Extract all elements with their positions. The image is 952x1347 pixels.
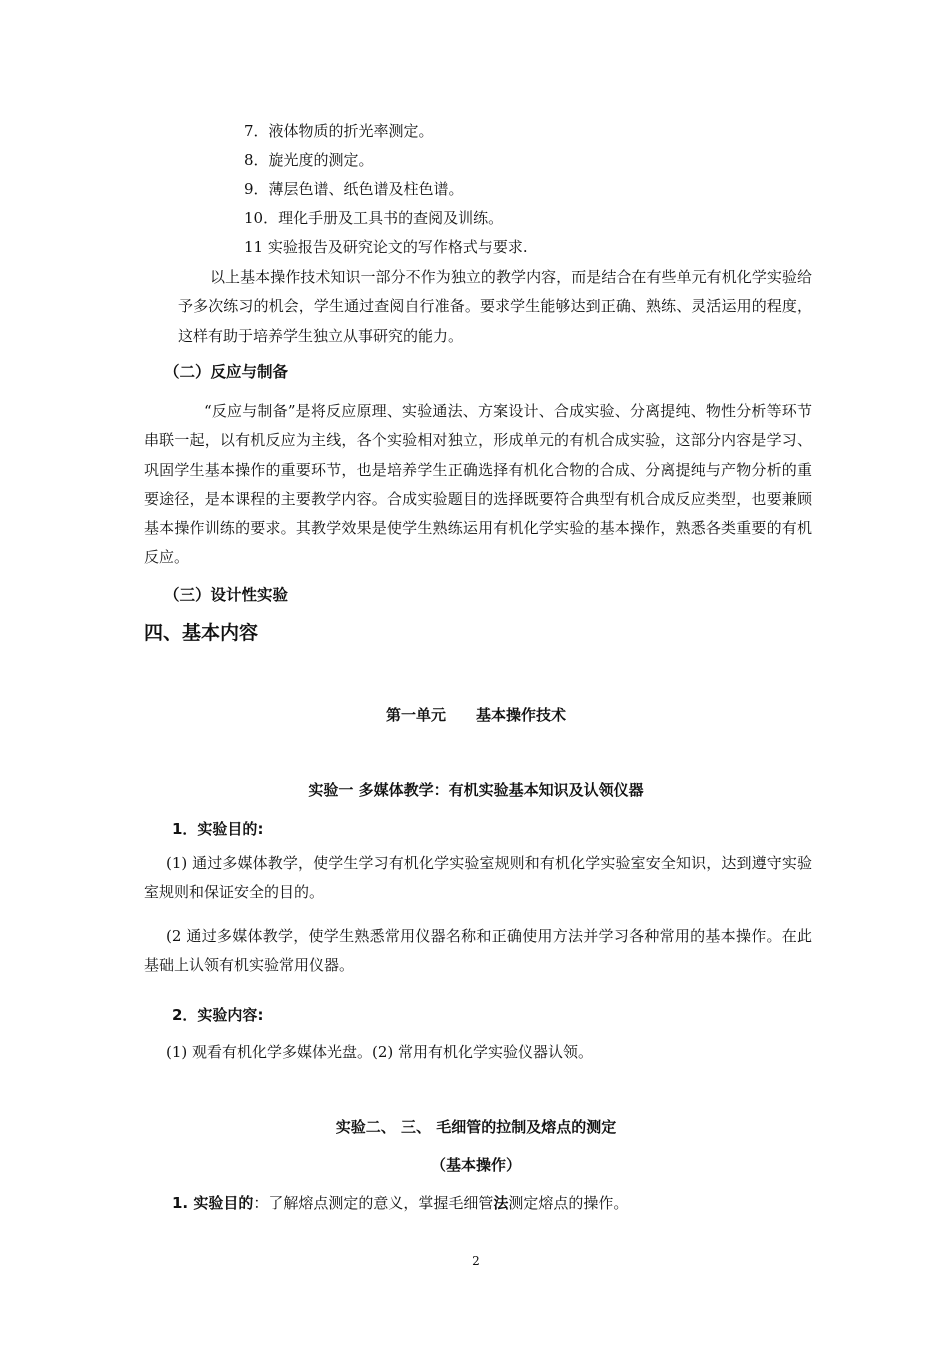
page-number: 2	[472, 1254, 480, 1268]
section-heading: （三）设计性实验	[164, 586, 289, 604]
intro-paragraph: 以上基本操作技术知识一部分不作为独立的教学内容，而是结合在有些单元有机化学实验给予多次练习的机会，学生通过查阅自行准备。要求学生能够达到正确、熟练、灵活运用的程度，这样有助于培养学生独立从事研究的能力。	[178, 268, 812, 345]
section-heading: （二）反应与制备	[164, 363, 289, 381]
experiment-title: 实验二、 三、 毛细管的拉制及熔点的测定	[335, 1118, 617, 1136]
part-heading: 四、基本内容	[144, 622, 259, 644]
content-text: (1) 观看有机化学多媒体光盘。(2) 常用有机化学实验仪器认领。	[166, 1043, 594, 1061]
purpose-heading: 1．实验目的:	[172, 820, 264, 838]
purpose-label: 1. 实验目的	[172, 1194, 254, 1212]
purpose-line	[172, 1193, 628, 1213]
list-item: 10．理化手册及工具书的查阅及训练。	[244, 209, 504, 227]
list-item: 8．旋光度的测定。	[244, 151, 374, 169]
content-heading: 2．实验内容:	[172, 1006, 264, 1024]
purpose-text-bold: 法	[493, 1194, 509, 1212]
purpose-text: 测定熔点的操作。	[508, 1194, 629, 1212]
experiment-subtitle: （基本操作）	[430, 1156, 521, 1174]
purpose-text: ：了解熔点测定的意义，掌握毛细管	[253, 1194, 494, 1212]
body-paragraph: “反应与制备”是将反应原理、实验通法、方案设计、合成实验、分离提纯、物性分析等环节串联一起，以有机反应为主线，各个实验相对独立，形成单元的有机合成实验，这部分内容是学习、巩固学生基本操作的重要环节，也是培养学生正确选择有机化合物的合成、分离提纯与产物分析的重要途径，是本课程的主要教学内容。合成实验题目的选择既要符合典型有机合成反应类型，也要兼顾基本操作训练的要求。其教学效果是使学生熟练运用有机化学实验的基本操作，熟悉各类重要的有机反应。	[144, 402, 812, 567]
list-item: 7．液体物质的折光率测定。	[244, 122, 434, 140]
experiment-title: 实验一 多媒体教学：有机实验基本知识及认领仪器	[308, 781, 644, 799]
purpose-item: (1) 通过多媒体教学，使学生学习有机化学实验室规则和有机化学实验室安全知识，达到遵守实验室规则和保证安全的目的。	[144, 854, 812, 902]
list-item: 9．薄层色谱、纸色谱及柱色谱。	[244, 180, 464, 198]
unit-title: 第一单元 基本操作技术	[385, 706, 566, 724]
purpose-item: (2 通过多媒体教学，使学生熟悉常用仪器名称和正确使用方法并学习各种常用的基本操作。在此基础上认领有机实验常用仪器。	[144, 927, 812, 975]
list-item: 11 实验报告及研究论文的写作格式与要求.	[244, 238, 528, 256]
